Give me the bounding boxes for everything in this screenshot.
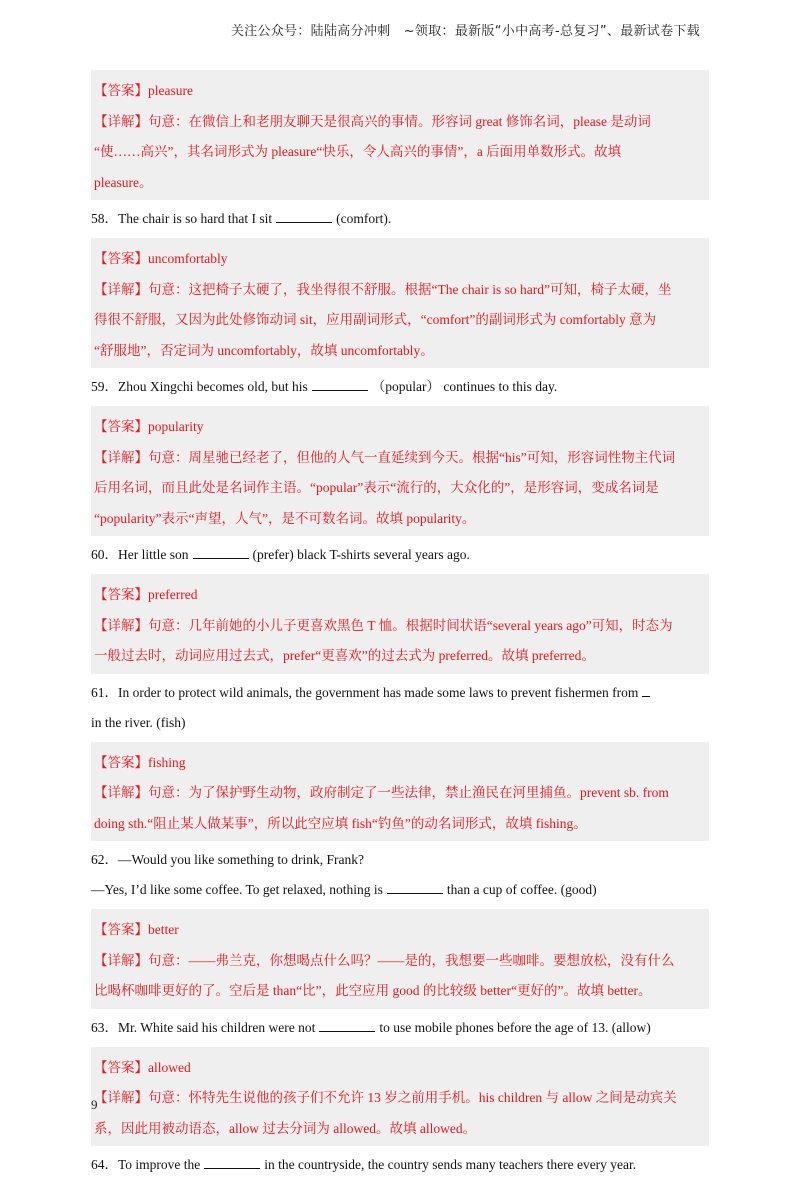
answer-line: 【答案】pleasure (94, 83, 193, 98)
question-62-reply: —Yes, I’d like some coffee. To get relaxed, nothing is than a cup of coffee. (good) (91, 875, 709, 905)
detail-line: 【详解】句意：在微信上和老朋友聊天是很高兴的事情。形容词 great 修饰名词，please 是动词 (94, 113, 651, 129)
answer-line: 【答案】preferred (94, 587, 198, 602)
answer-line: 【答案】popularity (94, 419, 204, 434)
answer-block-59 (91, 406, 709, 536)
answer-blank (193, 544, 249, 559)
detail-line: 得很不舒服，又因为此处修饰动词 sit，应用副词形式，“comfort”的副词形式为 comfortably 意为 (94, 312, 657, 327)
answer-block-62 (91, 909, 709, 1009)
detail-line: pleasure。 (94, 174, 153, 190)
answer-block-57 (91, 70, 709, 200)
detail-line: 【详解】句意：——弗兰克，你想喝点什么吗？——是的，我想要一些咖啡。要想放松，没有什么 (94, 952, 675, 968)
answer-line: 【答案】allowed (94, 1059, 191, 1075)
answer-block-61 (91, 742, 709, 842)
answer-block-63 (91, 1047, 709, 1147)
detail-line: doing sth.“阻止某人做某事”，所以此空应填 fish“钓鱼”的动名词形式，故填 fishing。 (94, 815, 587, 831)
question-62: 62．—Would you like something to drink, Frank? (91, 852, 365, 867)
answer-blank (319, 1017, 375, 1032)
detail-line: 【详解】句意：这把椅子太硬了，我坐得很不舒服。根据“The chair is so hard”可知，椅子太硬，坐 (94, 281, 672, 297)
question-61: 61．In order to protect wild animals, the government has made some laws to prevent fishermen from (91, 678, 709, 708)
detail-line: 一般过去时，动词应用过去式，prefer“更喜欢”的过去式为 preferred。故填 preferred。 (94, 648, 595, 663)
detail-line: 【详解】句意：几年前她的小儿子更喜欢黑色 T 恤。根据时间状语“several years ago”可知，时态为 (94, 617, 673, 633)
answer-line: 【答案】uncomfortably (94, 251, 228, 266)
question-58: 58．The chair is so hard that I sit (comfort). (91, 204, 709, 234)
answer-blank (276, 208, 332, 223)
question-59: 59．Zhou Xingchi becomes old, but his （popular） continues to this day. (91, 372, 709, 402)
page-header: 关注公众号：陆陆高分冲刺 ~领取：最新版“小中高考-总复习”、最新试卷下载 (230, 24, 700, 39)
question-63: 63．Mr. White said his children were not to use mobile phones before the age of 13. (allow) (91, 1013, 709, 1043)
answer-blank (387, 879, 443, 894)
detail-line: “popularity”表示“声望，人气”，是不可数名词。故填 popularity。 (94, 510, 476, 526)
detail-line: 【详解】句意：周星驰已经老了，但他的人气一直延续到今天。根据“his”可知，形容词性物主代词 (94, 449, 676, 465)
answer-blank (312, 376, 368, 391)
detail-line: 后用名词，而且此处是名词作主语。“popular”表示“流行的，大众化的”，是形容词，变成名词是 (94, 480, 659, 495)
detail-line: 【详解】句意：为了保护野生动物，政府制定了一些法律，禁止渔民在河里捕鱼。prevent sb. from (94, 785, 669, 800)
answer-block-58 (91, 238, 709, 368)
page-content (91, 70, 709, 1184)
question-60: 60．Her little son (prefer) black T-shirts several years ago. (91, 540, 709, 570)
detail-line: “使……高兴”，其名词形式为 pleasure“快乐，令人高兴的事情”，a 后面用单数形式。故填 (94, 144, 622, 159)
question-64: 64．To improve the in the countryside, the country sends many teachers there every year. (91, 1150, 709, 1180)
detail-line: 【详解】句意：怀特先生说他的孩子们不允许 13 岁之前用手机。his children 与 allow 之间是动宾关 (94, 1090, 677, 1105)
answer-blank (204, 1154, 260, 1169)
detail-line: “舒服地”，否定词为 uncomfortably，故填 uncomfortably。 (94, 342, 434, 358)
page-number: 9 (91, 1097, 98, 1112)
answer-blank (642, 682, 650, 697)
answer-line: 【答案】fishing (94, 754, 186, 770)
detail-line: 系，因此用被动语态，allow 过去分词为 allowed。故填 allowed。 (94, 1120, 477, 1136)
answer-block-60 (91, 574, 709, 674)
detail-line: 比喝杯咖啡更好的了。空后是 than“比”，此空应用 good 的比较级 better“更好的”。故填 better。 (94, 983, 652, 998)
question-61-cont: in the river. (fish) (91, 714, 186, 730)
answer-line: 【答案】better (94, 922, 179, 937)
